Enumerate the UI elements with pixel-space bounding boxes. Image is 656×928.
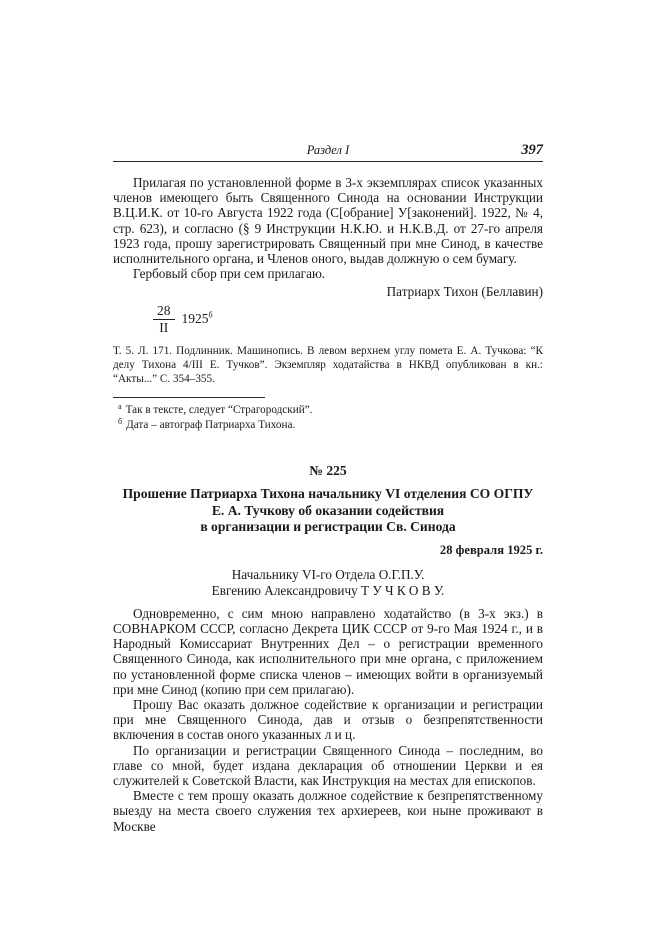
doc224-signature: Патриарх Тихон (Беллавин): [386, 284, 543, 300]
footnote-a-mark: а: [118, 401, 122, 411]
footnote-b-text: Дата – автограф Патриарха Тихона.: [126, 419, 296, 432]
doc225-paragraph-1: Одновременно, с сим мною направлено ходатайство (в 3-х экз.) в СОВНАРКОМ СССР, согласно Декрета ЦИК СССР от 9-го Мая 1924 г., и в Народный Комиссариат Внутренних Дел – о регистрации временного Священного Синода, как исполнительного при мне органа, с приложением по установленной форме списка членов – имеющих войти в организуемый при мне Синод (копию при сем прилагаю).: [113, 605, 543, 697]
footnote-b: [113, 418, 543, 433]
doc224-archival-note: Т. 5. Л. 171. Подлинник. Машинопись. В левом верхнем углу помета Е. А. Тучкова: “К делу Тихона 4/III Е. Тучков”. Экземпляр ходатайства в НКВД опубликован в кн.: “Акты...” С. 354–355.: [113, 344, 543, 386]
doc225-number: № 225: [309, 463, 347, 479]
doc225-paragraph-4: Вместе с тем прошу оказать должное содействие к безпрепятственному выезду на места своего служения тех архиереев, кои ныне проживают в Москве: [113, 788, 543, 834]
date-fraction: [153, 304, 175, 335]
doc225-title-line-3: в организации и регистрации Св. Синода: [200, 519, 456, 535]
running-head: Раздел I: [306, 143, 350, 157]
doc225-addressee: [113, 567, 543, 599]
doc225-paragraph-3: По организации и регистрации Священного Синода – последним, во главе со мной, будет издана декларация об отношении Церкви и ея служителей к Советской Власти, как Инструкция на местах для епископов.: [113, 742, 543, 788]
date-year: [182, 311, 213, 327]
addressee-line-1: Начальнику VI-го Отдела О.Г.П.У.: [231, 566, 425, 582]
doc224-paragraph-2: Гербовый сбор при сем прилагаю.: [133, 266, 326, 282]
text-block: [113, 142, 543, 834]
doc225-date: 28 февраля 1925 г.: [439, 542, 543, 557]
footnote-rule: [113, 397, 265, 398]
footnotes: [113, 403, 543, 433]
page-number: 397: [521, 142, 543, 158]
date-day: 28: [157, 302, 171, 318]
doc225-title-line-2: Е. А. Тучкову об оказании содействия: [211, 502, 445, 518]
doc225-title-line-1: Прошение Патриарха Тихона начальнику VI отделения СО ОГПУ: [122, 486, 534, 502]
date-year-value: 1925: [181, 311, 209, 327]
footnote-a: [113, 403, 543, 418]
header-rule: [113, 161, 543, 162]
footnote-b-mark: б: [118, 416, 123, 426]
footnote-a-text: Так в тексте, следует “Страгородский”.: [125, 404, 313, 417]
doc225-title: [113, 486, 543, 536]
doc224-handwritten-date: [153, 304, 543, 335]
footnote-mark-b-ref: б: [208, 310, 213, 320]
running-head-row: [113, 142, 543, 159]
addressee-line-2: Евгению Александровичу Т У Ч К О В У.: [211, 582, 445, 598]
doc224-paragraph-1: Прилагая по установленной форме в 3-х экземплярах список указанных членов имеющего быть Священного Синода на основании Инструкции В.Ц.И.К. от 10-го Августа 1922 года (С[обрание] У[законений]. 1922, № 4, стр. 623), и согласно (§ 9 Инструкции Н.К.Ю. и Н.К.В.Д. от 27-го апреля 1923 года, прошу зарегистрировать Священный при мне Синод, в качестве исполнительного органа, и Членов оного, выдав должную о сем бумагу.: [113, 175, 543, 267]
doc225-paragraph-2: Прошу Вас оказать должное содействие к организации и регистрации при мне Священного Синода, дав и отзыв о безпрепятственности включения в состав оного указанных л и ц.: [113, 696, 543, 743]
date-month-roman: II: [153, 319, 175, 335]
